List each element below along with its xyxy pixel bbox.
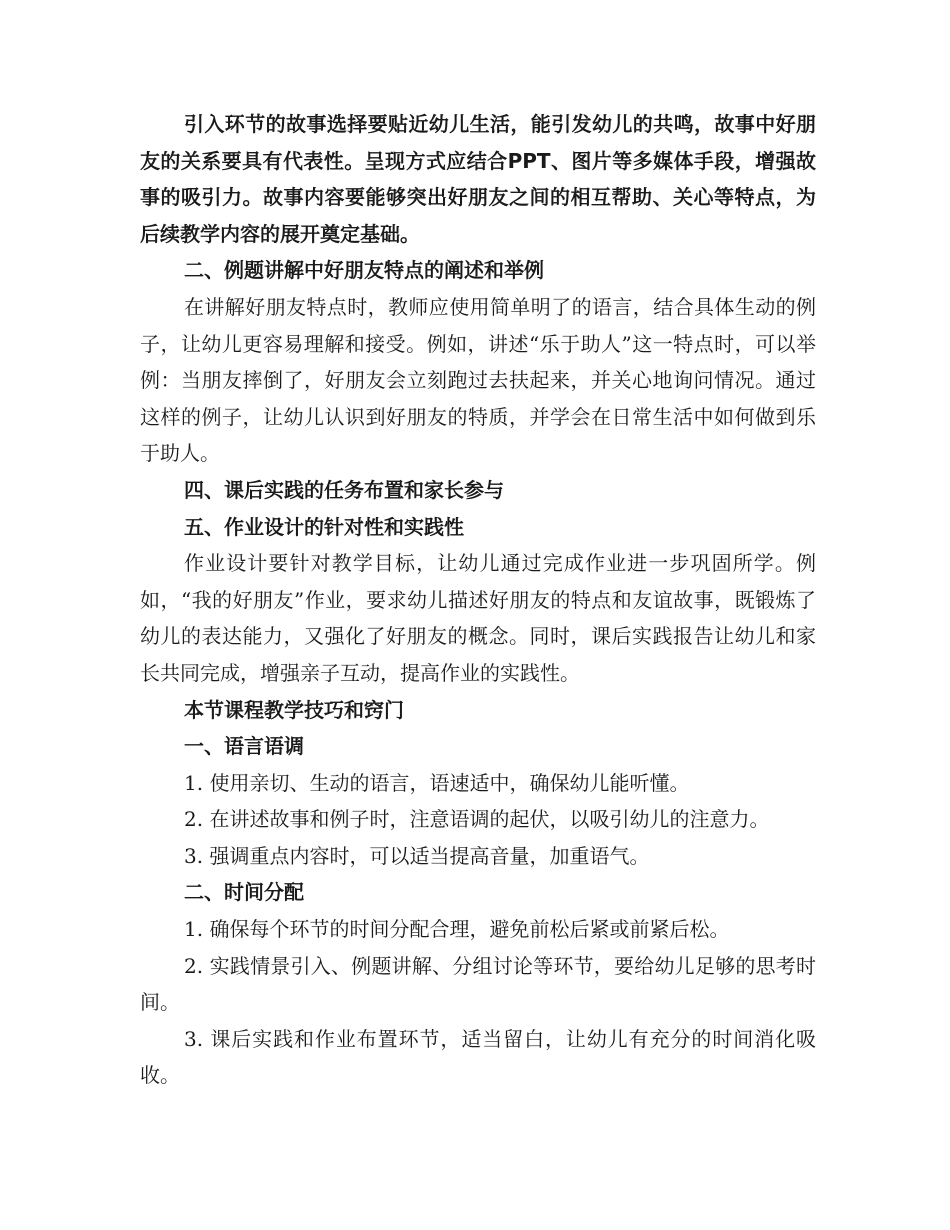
section-5-paragraph: 作业设计要针对教学目标，让幼儿通过完成作业进一步巩固所学。例如，“我的好朋友”作业，要求幼儿描述好朋友的特点和友谊故事，既锻炼了幼儿的表达能力，又强化了好朋友的概念。同时，课后实践报告让幼儿和家长共同完成，增强亲子互动，提高作业的实践性。 [140, 551, 816, 685]
section-2-paragraph: 在讲解好朋友特点时，教师应使用简单明了的语言，结合具体生动的例子，让幼儿更容易理解和接受。例如，讲述“乐于助人”这一特点时，可以举例：当朋友摔倒了，好朋友会立刻跑过去扶起来，并关心地询问情况。通过这样的例子，让幼儿认识到好朋友的特质，并学会在日常生活中如何做到乐于助人。 [140, 294, 816, 466]
tips-section-2-item: 1. 确保每个环节的时间分配合理，避免前松后紧或前紧后松。 [184, 917, 730, 942]
section-2-heading: 二、例题讲解中好朋友特点的阐述和举例 [184, 258, 544, 283]
tips-heading: 本节课程教学技巧和窍门 [184, 697, 404, 722]
tips-section-1-item: 3. 强调重点内容时，可以适当提高音量，加重语气。 [184, 843, 650, 868]
tips-section-2-item: 3. 课后实践和作业布置环节，适当留白，让幼儿有充分的时间消化吸收。 [140, 1026, 816, 1088]
tips-section-2-heading: 二、时间分配 [184, 880, 304, 905]
section-4-heading: 四、课后实践的任务布置和家长参与 [184, 477, 504, 502]
tips-section-1-heading: 一、语言语调 [184, 734, 304, 759]
document-body [140, 106, 816, 1094]
tips-section-1-item: 1. 使用亲切、生动的语言，语速适中，确保幼儿能听懂。 [184, 770, 690, 795]
tips-section-2-item: 2. 实践情景引入、例题讲解、分组讨论等环节，要给幼儿足够的思考时间。 [140, 953, 816, 1015]
intro-paragraph: 引入环节的故事选择要贴近幼儿生活，能引发幼儿的共鸣，故事中好朋友的关系要具有代表性。呈现方式应结合PPT、图片等多媒体手段，增强故事的吸引力。故事内容要能够突出好朋友之间的相互帮助、关心等特点，为后续教学内容的展开奠定基础。 [140, 112, 816, 246]
tips-section-1-item: 2. 在讲述故事和例子时，注意语调的起伏，以吸引幼儿的注意力。 [184, 807, 770, 832]
section-5-heading: 五、作业设计的针对性和实践性 [184, 514, 464, 539]
